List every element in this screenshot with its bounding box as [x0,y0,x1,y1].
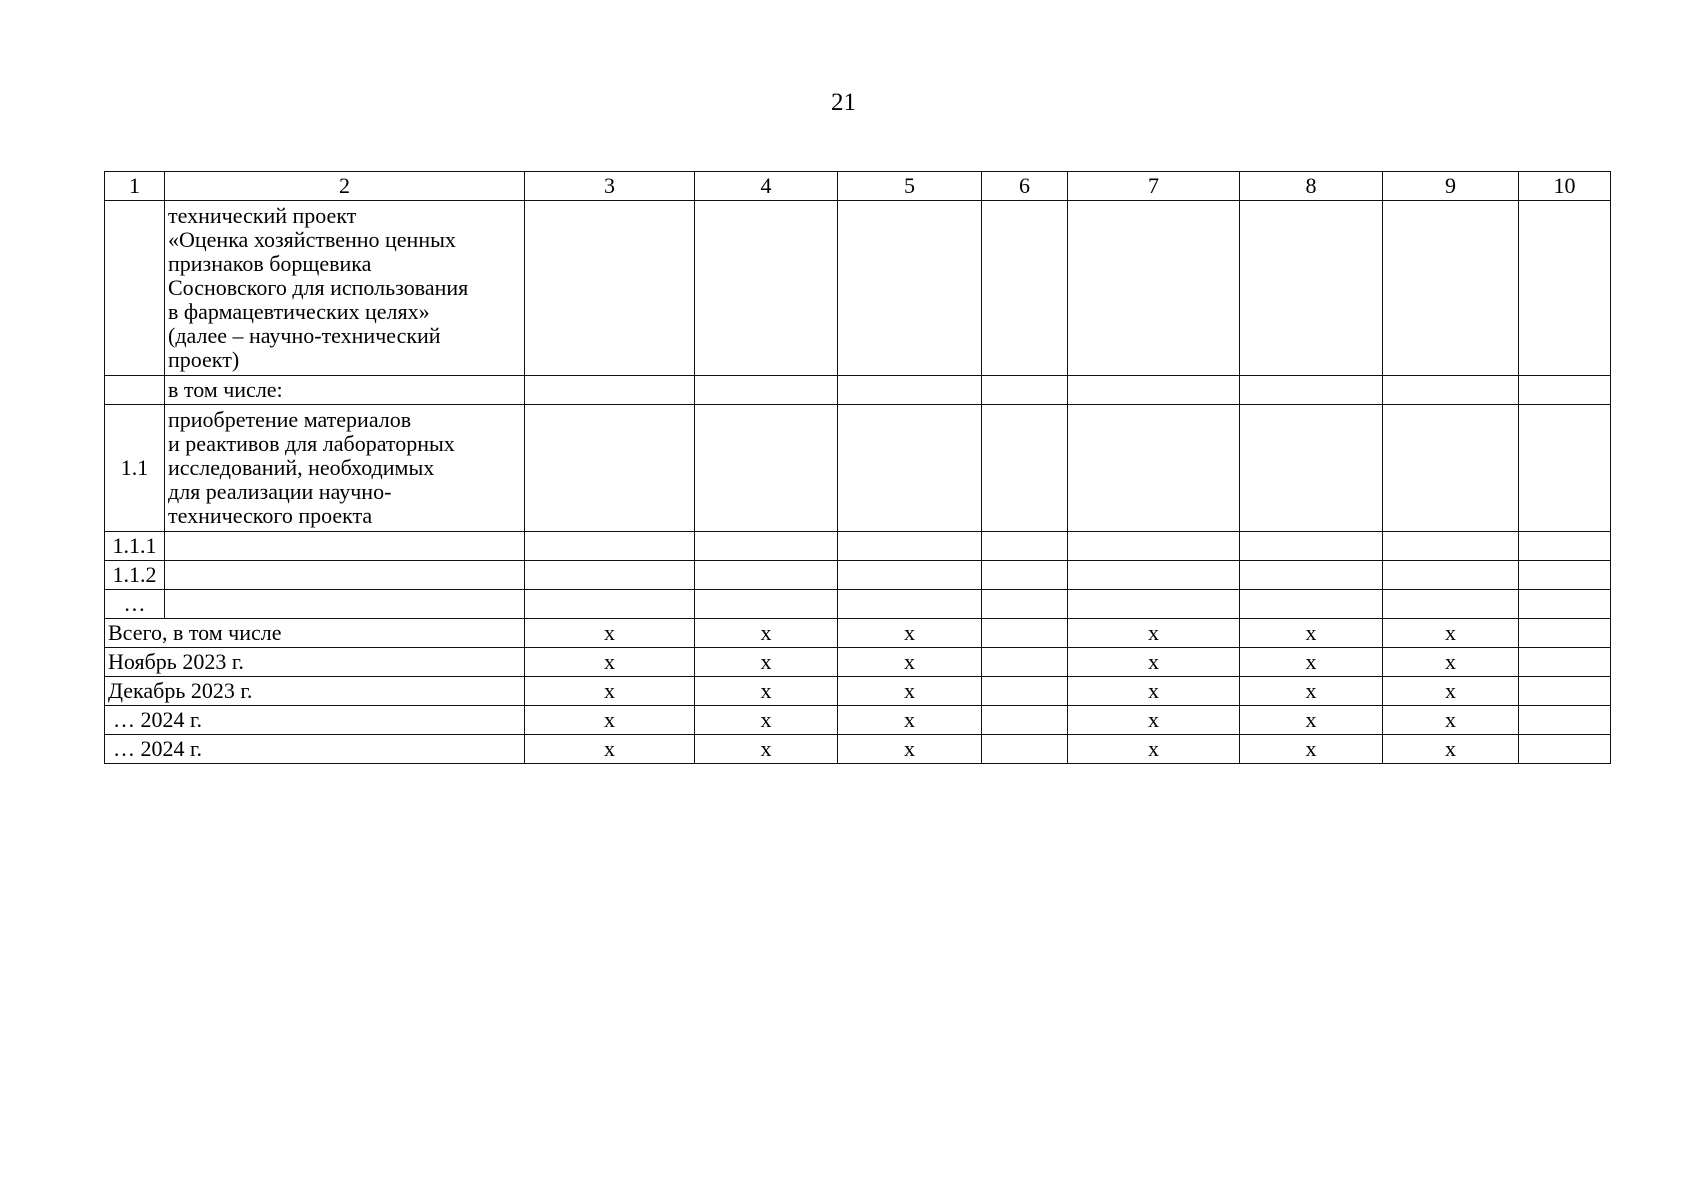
table-cell [838,201,982,376]
table-cell: х [838,735,982,764]
table-cell: х [1383,677,1519,706]
table-cell [165,532,525,561]
table-cell [982,532,1068,561]
table-cell [1383,201,1519,376]
table-cell [982,376,1068,405]
summary-label: Декабрь 2023 г. [105,677,525,706]
table-cell [1068,561,1240,590]
table-cell [838,532,982,561]
table-cell: х [525,677,695,706]
row-number [105,376,165,405]
table-cell [1519,561,1611,590]
summary-label: … 2024 г. [105,735,525,764]
column-number: 6 [982,172,1068,201]
table-cell: х [1068,735,1240,764]
table-cell [1383,405,1519,532]
table-cell: х [695,648,838,677]
table-row [105,201,1611,376]
row-number: 1.1.1 [105,532,165,561]
table-cell: х [525,648,695,677]
table-cell: х [1068,677,1240,706]
table-cell [1519,201,1611,376]
table-cell: х [525,735,695,764]
table-cell [695,561,838,590]
table-cell: х [695,619,838,648]
table-cell: х [1068,706,1240,735]
table-cell [165,561,525,590]
table-cell [1519,619,1611,648]
table-cell [1240,590,1383,619]
summary-row [105,677,1611,706]
table-cell [165,590,525,619]
table-cell: х [1068,648,1240,677]
table-cell [525,561,695,590]
table-cell: х [1240,677,1383,706]
table-cell [982,405,1068,532]
page-number: 21 [831,89,856,116]
summary-label: Ноябрь 2023 г. [105,648,525,677]
table-cell: х [1068,619,1240,648]
table-cell [1068,201,1240,376]
table-cell [838,376,982,405]
table-cell [1519,590,1611,619]
table-row [105,376,1611,405]
table-cell [1383,561,1519,590]
summary-label: … 2024 г. [105,706,525,735]
table-cell [1240,405,1383,532]
summary-label: Всего, в том числе [105,619,525,648]
table-cell [1519,706,1611,735]
table-cell: х [1240,735,1383,764]
table-cell: х [1240,648,1383,677]
table-cell [982,677,1068,706]
table-cell: х [1383,648,1519,677]
table-cell [982,735,1068,764]
table-cell: х [525,706,695,735]
column-number: 2 [165,172,525,201]
table-cell [1240,201,1383,376]
table-cell [1519,532,1611,561]
table-cell [1068,532,1240,561]
row-description: в том числе: [165,376,525,405]
table-cell [1519,376,1611,405]
table-cell: х [1383,735,1519,764]
table-cell: х [695,706,838,735]
column-number: 10 [1519,172,1611,201]
table-cell [982,619,1068,648]
table-cell [982,590,1068,619]
summary-row [105,648,1611,677]
column-number: 1 [105,172,165,201]
table-cell [1519,405,1611,532]
table-cell: х [695,735,838,764]
row-number: 1.1.2 [105,561,165,590]
column-number: 8 [1240,172,1383,201]
table-cell [1240,532,1383,561]
table-cell [525,201,695,376]
table-cell: х [838,677,982,706]
table-cell [982,706,1068,735]
table-cell [1519,677,1611,706]
table-cell: х [1240,706,1383,735]
table-cell [695,201,838,376]
table-row [105,405,1611,532]
table-cell [838,590,982,619]
table-cell [838,561,982,590]
table-cell [695,405,838,532]
table-cell [525,405,695,532]
table-cell [1068,376,1240,405]
column-number: 4 [695,172,838,201]
table-cell [525,376,695,405]
item-description: приобретение материалов и реактивов для лабораторных исследований, необходимых для реализации научно- технического проекта [165,405,525,532]
column-number: 7 [1068,172,1240,201]
summary-row [105,735,1611,764]
summary-row [105,619,1611,648]
table-row [105,561,1611,590]
table-cell [1068,590,1240,619]
table-cell: х [1240,619,1383,648]
row-number: 1.1 [105,405,165,532]
table-cell: х [1383,706,1519,735]
row-number: … [105,590,165,619]
table-cell: х [838,619,982,648]
table-cell: х [525,619,695,648]
table-cell [1383,376,1519,405]
column-number: 5 [838,172,982,201]
table-cell [695,590,838,619]
table-cell: х [838,648,982,677]
table-row [105,590,1611,619]
table-cell [1383,532,1519,561]
summary-row [105,706,1611,735]
row-number [105,201,165,376]
table-cell [1068,405,1240,532]
table-cell [695,532,838,561]
table-cell: х [1383,619,1519,648]
table-cell [1240,376,1383,405]
table-row [105,532,1611,561]
column-number: 9 [1383,172,1519,201]
table-cell [982,201,1068,376]
table-cell [695,376,838,405]
budget-table [104,171,1611,764]
table-cell [982,648,1068,677]
table-cell [525,532,695,561]
table-cell [1519,735,1611,764]
column-number-row [105,172,1611,201]
table-cell [1240,561,1383,590]
column-number: 3 [525,172,695,201]
table-cell [525,590,695,619]
table-cell: х [838,706,982,735]
table-cell [1519,648,1611,677]
table-cell [838,405,982,532]
table-cell [982,561,1068,590]
project-description: технический проект «Оценка хозяйственно ценных признаков борщевика Сосновского для использования в фармацевтических целях» (далее – научно-технический проект) [165,201,525,376]
table-cell: х [695,677,838,706]
table-cell [1383,590,1519,619]
